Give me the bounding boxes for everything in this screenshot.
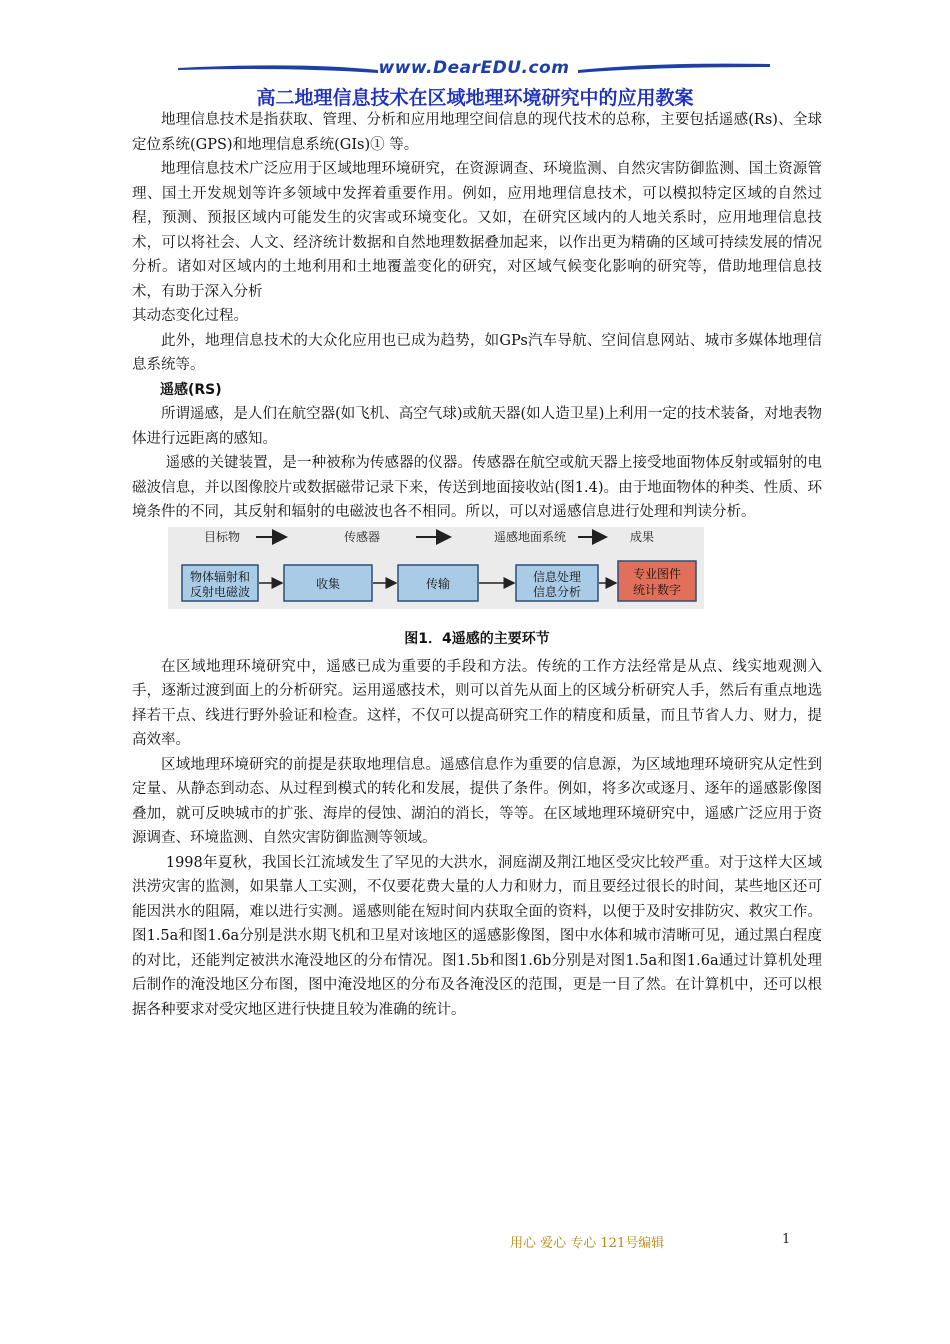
label-target: 目标物 — [204, 529, 241, 544]
paragraph: 在区域地理环境研究中，遥感已成为重要的手段和方法。传统的工作方法经常是从点、线实地观测入手，逐渐过渡到面上的分析研究。运用遥感技术，则可以首先从面上的区域分析研究人手，然后有重点地选择若干点、线进行野外验证和检查。这样，不仅可以提高研究工作的精度和质量，而且节省人力、财力，提高效率。 — [132, 658, 822, 748]
box-radiation-line2: 反射电磁波 — [189, 584, 251, 599]
paragraph: 1998年夏秋，我国长江流域发生了罕见的大洪水，洞庭湖及荆江地区受灾比较严重。对于这样大区域洪涝灾害的监测，如果靠人工实测，不仅要花费大量的人力和财力，而且要经过很长的时间，某些地区还可能因洪水的阻隔，难以进行实测。遥感则能在短时间内获取全面的资料，以便于及时安排防灾、救灾工作。图1.5a和图1.6a分别是洪水期飞机和卫星对该地区的遥感影像图，图中水体和城市清晰可见，通过黑白程度的对比，还能判定被洪水淹没地区的分布情况。图1.5b和图1.6b分别是对图1.5a和图1.6a通过计算机处理后制作的淹没地区分布图，图中淹没地区的分布及各淹没区的范围，更是一目了然。在计算机中，还可以根据各种要求对受灾地区进行快捷且较为准确的统计。 — [132, 854, 822, 1018]
remote-sensing-flow-diagram — [168, 527, 704, 609]
section-heading: 遥感(RS) — [160, 381, 222, 398]
paragraph: 地理信息技术是指获取、管理、分析和应用地理空间信息的现代技术的总称，主要包括遥感(Rs)、全球定位系统(GPS)和地理信息系统(GIs)① 等。 — [132, 112, 822, 153]
box-transmit-label: 传输 — [425, 576, 451, 591]
box-radiation-line1: 物体辐射和 — [189, 569, 251, 584]
box-collect-label: 收集 — [315, 576, 341, 591]
figure-caption: 图1．4遥感的主要环节 — [404, 630, 550, 647]
logo-text: www.DearEDU.com — [378, 58, 570, 78]
box-process-line2: 信息分析 — [532, 584, 582, 599]
footer-note: 用心 爱心 专心 121号编辑 — [510, 1236, 665, 1251]
flow-diagram-svg — [168, 527, 704, 609]
paragraph: 所谓遥感，是人们在航空器(如飞机、高空气球)或航天器(如人造卫星)上利用一定的技术装备，对地表物体进行远距离的感知。 — [132, 406, 822, 447]
box-process-line1: 信息处理 — [532, 569, 582, 584]
label-sensor: 传感器 — [344, 529, 381, 544]
label-ground-system: 遥感地面系统 — [494, 529, 567, 544]
box-output-line2: 统计数字 — [632, 582, 682, 597]
paragraph: 遥感的关键装置，是一种被称为传感器的仪器。传感器在航空或航天器上接受地面物体反射或辐射的电磁波信息，并以图像胶片或数据磁带记录下来，传送到地面接收站(图1.4)。由于地面物体的种类、性质、环境条件的不同，其反射和辐射的电磁波也各不相同。所以，可以对遥感信息进行处理和判读分析。 — [132, 455, 823, 520]
document-body — [132, 108, 822, 1022]
paragraph: 其动态变化过程。 — [132, 308, 248, 324]
paragraph: 此外，地理信息技术的大众化应用也已成为趋势，如GPs汽车导航、空间信息网站、城市多媒体地理信息系统等。 — [132, 332, 822, 373]
paragraph: 区域地理环境研究的前提是获取地理信息。遥感信息作为重要的信息源，为区域地理环境研究从定性到定量、从静态到动态、从过程到模式的转化和发展，提供了条件。例如，将多次或逐月、逐年的遥感影像图叠加，就可反映城市的扩张、海岸的侵蚀、湖泊的消长，等等。在区域地理环境研究中，遥感广泛应用于资源调查、环境监测、自然灾害防御监测等领域。 — [132, 756, 822, 846]
label-result: 成果 — [630, 529, 655, 544]
paragraph: 地理信息技术广泛应用于区域地理环境研究，在资源调查、环境监测、自然灾害防御监测、国土资源管理、国土开发规划等许多领域中发挥着重要作用。例如，应用地理信息技术，可以模拟特定区域的自然过程，预测、预报区域内可能发生的灾害或环境变化。又如，在研究区域内的人地关系时，应用地理信息技术，可以将社会、人文、经济统计数据和自然地理数据叠加起来，以作出更为精确的区域可持续发展的情况分析。诸如对区域内的土地利用和土地覆盖变化的研究，对区域气候变化影响的研究等，借助地理信息技术，有助于深入分析 — [132, 161, 822, 300]
site-logo-banner — [178, 58, 770, 80]
page-number: 1 — [782, 1232, 791, 1247]
document-title: 高二地理信息技术在区域地理环境研究中的应用教案 — [256, 87, 694, 109]
box-output-line1: 专业图件 — [632, 566, 682, 581]
